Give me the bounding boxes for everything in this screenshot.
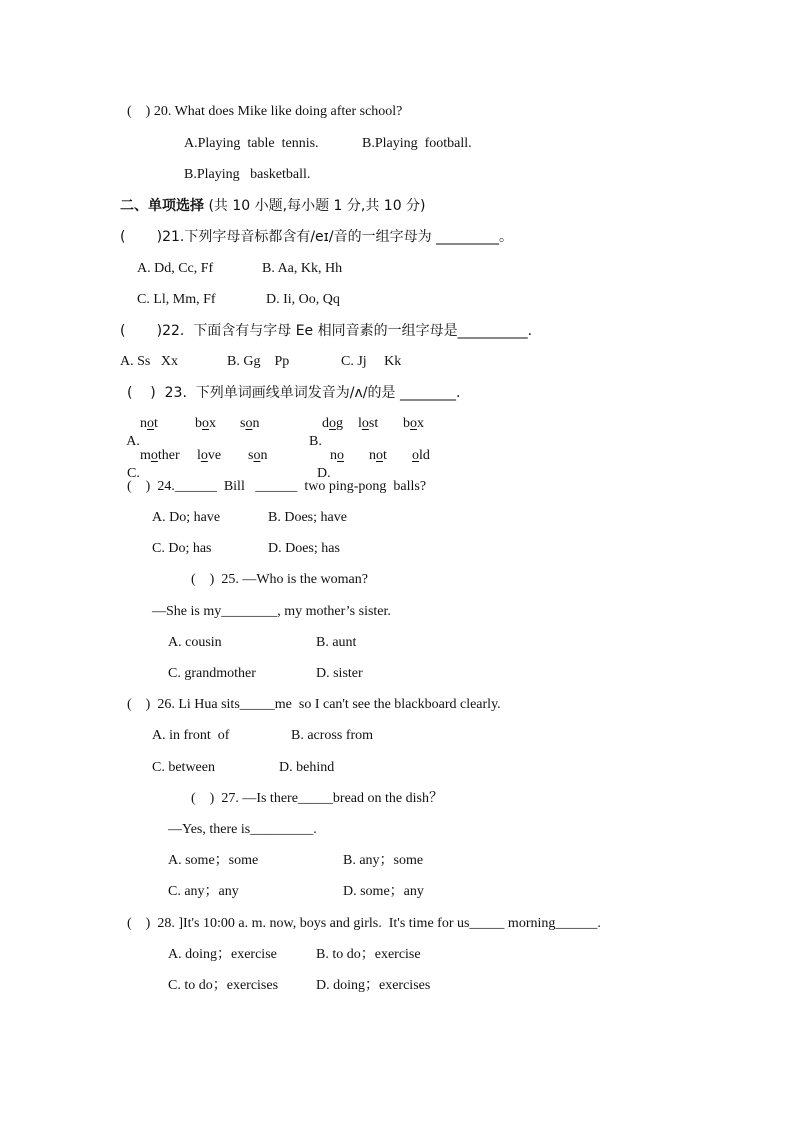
- option-label: C.: [127, 466, 144, 481]
- q25-option-b: B. aunt: [316, 635, 357, 650]
- q22-option-c: C. Jj Kk: [341, 354, 402, 369]
- q28-stem: ( ) 28. ]It's 10:00 a. m. now, boys and girls. It's time for us_____ morning______.: [127, 916, 601, 931]
- q20-option-c: B.Playing basketball.: [184, 167, 311, 182]
- q28-option-c: C. to do；exercises: [168, 978, 279, 993]
- q27-option-d: D. some；any: [343, 884, 424, 899]
- q22-stem: ( )22. 下面含有与字母 Ee 相同音素的一组字母是__________.: [120, 323, 533, 339]
- q22-option-a: A. Ss Xx: [120, 354, 178, 369]
- q28-option-b: B. to do；exercise: [316, 947, 421, 962]
- q20-option-a: A.Playing table tennis.: [184, 136, 319, 151]
- q23-word: lost: [358, 416, 379, 431]
- q25-option-a: A. cousin: [168, 635, 222, 650]
- q23-word: not: [369, 448, 387, 463]
- section-title: 二、单项选择: [120, 198, 204, 214]
- q21-stem: ( )21.下列字母音标都含有/eɪ/音的一组字母为 _________。: [120, 229, 514, 245]
- q25-answer: —She is my________, my mother’s sister.: [152, 604, 391, 619]
- q22-option-b: B. Gg Pp: [227, 354, 290, 369]
- q23-word: not: [140, 416, 158, 431]
- option-label: A.: [126, 434, 144, 449]
- q23-word: son: [248, 448, 268, 463]
- q25-stem: ( ) 25. —Who is the woman?: [191, 572, 368, 587]
- q28-option-a: A. doing；exercise: [168, 947, 277, 962]
- q26-option-c: C. between: [152, 760, 215, 775]
- option-label: B.: [309, 434, 326, 449]
- q27-answer: —Yes, there is_________.: [168, 822, 317, 837]
- q23-stem: ( ) 23. 下列单词画线单词发音为/ʌ/的是 ________.: [127, 385, 461, 401]
- section-note: (共 10 小题,每小题 1 分,共 10 分): [204, 198, 426, 214]
- section-heading: [120, 197, 426, 216]
- q25-option-c: C. grandmother: [168, 666, 256, 681]
- q26-option-a: A. in front of: [152, 728, 230, 743]
- q27-option-b: B. any；some: [343, 853, 424, 868]
- q23-word: box: [195, 416, 216, 431]
- q25-option-d: D. sister: [316, 666, 363, 681]
- q23-word: dog: [322, 416, 343, 431]
- q21-option-b: B. Aa, Kk, Hh: [262, 261, 343, 276]
- q24-option-b: B. Does; have: [268, 510, 347, 525]
- q23-word: old: [412, 448, 430, 463]
- q27-option-c: C. any；any: [168, 884, 239, 899]
- q26-option-d: D. behind: [279, 760, 335, 775]
- q23-word: box: [403, 416, 424, 431]
- q20-option-b: B.Playing football.: [362, 136, 472, 151]
- q24-option-c: C. Do; has: [152, 541, 212, 556]
- q24-stem: ( ) 24.______ Bill ______ two ping-pong balls?: [127, 479, 427, 494]
- option-label: D.: [317, 466, 335, 481]
- q24-option-d: D. Does; has: [268, 541, 340, 556]
- q28-option-d: D. doing；exercises: [316, 978, 431, 993]
- q23-word: no: [330, 448, 344, 463]
- q20-stem: ( ) 20. What does Mike like doing after school?: [127, 104, 403, 119]
- q21-option-c: C. Ll, Mm, Ff: [137, 292, 216, 307]
- q24-option-a: A. Do; have: [152, 510, 221, 525]
- q27-stem: ( ) 27. —Is there_____bread on the dish？: [191, 791, 443, 806]
- q26-stem: ( ) 26. Li Hua sits_____me so I can't see the blackboard clearly.: [127, 697, 501, 712]
- q21-option-a: A. Dd, Cc, Ff: [137, 261, 214, 276]
- q23-word: mother: [140, 448, 180, 463]
- q23-word: love: [197, 448, 222, 463]
- q27-option-a: A. some；some: [168, 853, 259, 868]
- q26-option-b: B. across from: [291, 728, 374, 743]
- q23-word: son: [240, 416, 260, 431]
- q21-option-d: D. Ii, Oo, Qq: [266, 292, 340, 307]
